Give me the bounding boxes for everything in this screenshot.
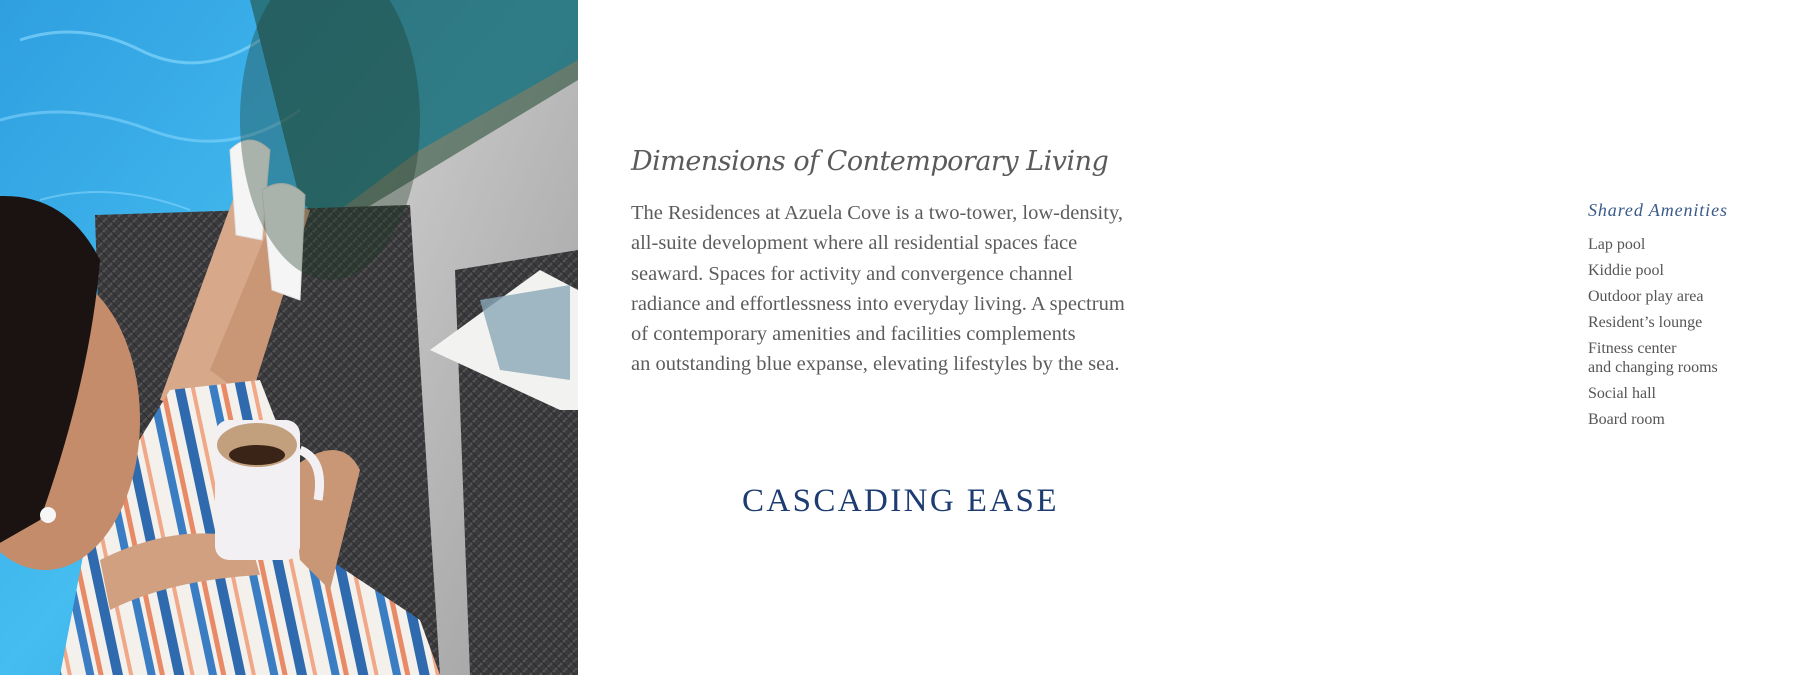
woman-lounging-by-pool-icon — [0, 0, 578, 675]
body-line: all-suite development where all residential spaces face — [631, 232, 1078, 255]
amenities-list — [1588, 200, 1788, 436]
body-line: of contemporary amenities and facilities complements — [631, 323, 1076, 346]
amenities-title: Shared Amenities — [1588, 200, 1728, 220]
amenity-item: Resident’s lounge — [1588, 314, 1703, 331]
amenity-item: Outdoor play area — [1588, 288, 1704, 305]
body-line: seaward. Spaces for activity and convergence channel — [631, 262, 1073, 285]
tagline: CASCADING EASE — [742, 483, 1059, 519]
poolside-photo — [0, 0, 578, 675]
amenity-item: Fitness center and changing rooms — [1588, 340, 1718, 376]
section-heading: Dimensions of Contemporary Living — [631, 146, 1109, 177]
body-line: an outstanding blue expanse, elevating lifestyles by the sea. — [631, 353, 1120, 376]
body-line: radiance and effortlessness into everyday living. A spectrum — [631, 292, 1125, 315]
body-line: The Residences at Azuela Cove is a two-tower, low-density, — [631, 202, 1123, 224]
amenity-item: Board room — [1588, 411, 1665, 428]
amenity-item: Lap pool — [1588, 236, 1646, 253]
amenity-item: Social hall — [1588, 385, 1656, 402]
section-body — [631, 198, 1125, 380]
amenity-item: Kiddie pool — [1588, 262, 1664, 279]
amenities-items — [1588, 235, 1788, 429]
